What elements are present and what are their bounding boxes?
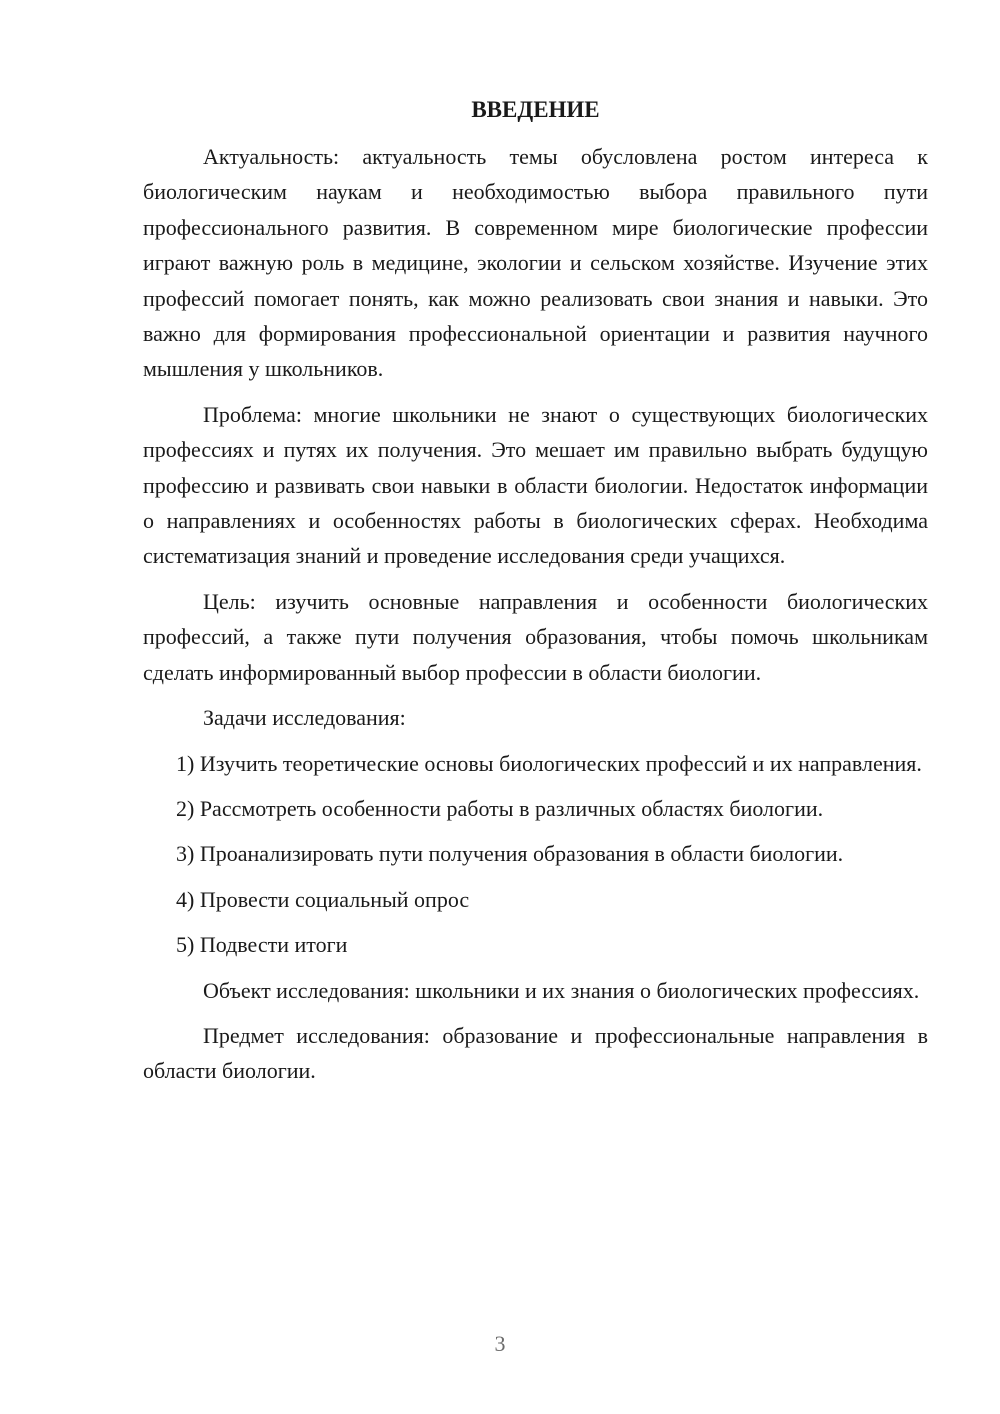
goal-paragraph: Цель: изучить основные направления и особенности биологических профессий, а также пути получения образования, чтобы помочь школьникам сделать информированный выбор профессии в области биологии. xyxy=(143,588,928,685)
page-number: 3 xyxy=(494,1331,506,1356)
tasks-heading: Задачи исследования: xyxy=(203,705,406,731)
problem-paragraph: Проблема: многие школьники не знают о существующих биологических профессиях и путях их получения. Это мешает им правильно выбрать будущую профессию и развивать свои навыки в области биологии. Недостаток информации о направлениях и особенностях работы в биологических сферах. Необходима систематизация знаний и проведение исследования среди учащихся. xyxy=(143,401,928,569)
relevance-paragraph: Актуальность: актуальность темы обусловлена ростом интереса к биологическим наукам и необходимостью выбора правильного пути профессионального развития. В современном мире биологические профессии играют важную роль в медицине, экологии и сельском хозяйстве. Изучение этих профессий помогает понять, как можно реализовать свои знания и навыки. Это важно для формирования профессиональной ориентации и развития научного мышления у школьников. xyxy=(143,144,928,382)
task-item-1: 1) Изучить теоретические основы биологических профессий и их направления. xyxy=(176,750,922,776)
subject-paragraph: Предмет исследования: образование и профессиональные направления в области биологии. xyxy=(143,1022,928,1084)
task-item-5: 5) Подвести итоги xyxy=(176,932,348,958)
task-item-3: 3) Проанализировать пути получения образования в области биологии. xyxy=(176,841,844,867)
task-item-2: 2) Рассмотреть особенности работы в различных областях биологии. xyxy=(176,795,824,821)
section-heading: ВВЕДЕНИЕ xyxy=(471,97,600,122)
page-content xyxy=(143,92,928,1089)
task-item-4: 4) Провести социальный опрос xyxy=(176,886,470,912)
object-paragraph: Объект исследования: школьники и их знания о биологических профессиях. xyxy=(203,977,920,1003)
